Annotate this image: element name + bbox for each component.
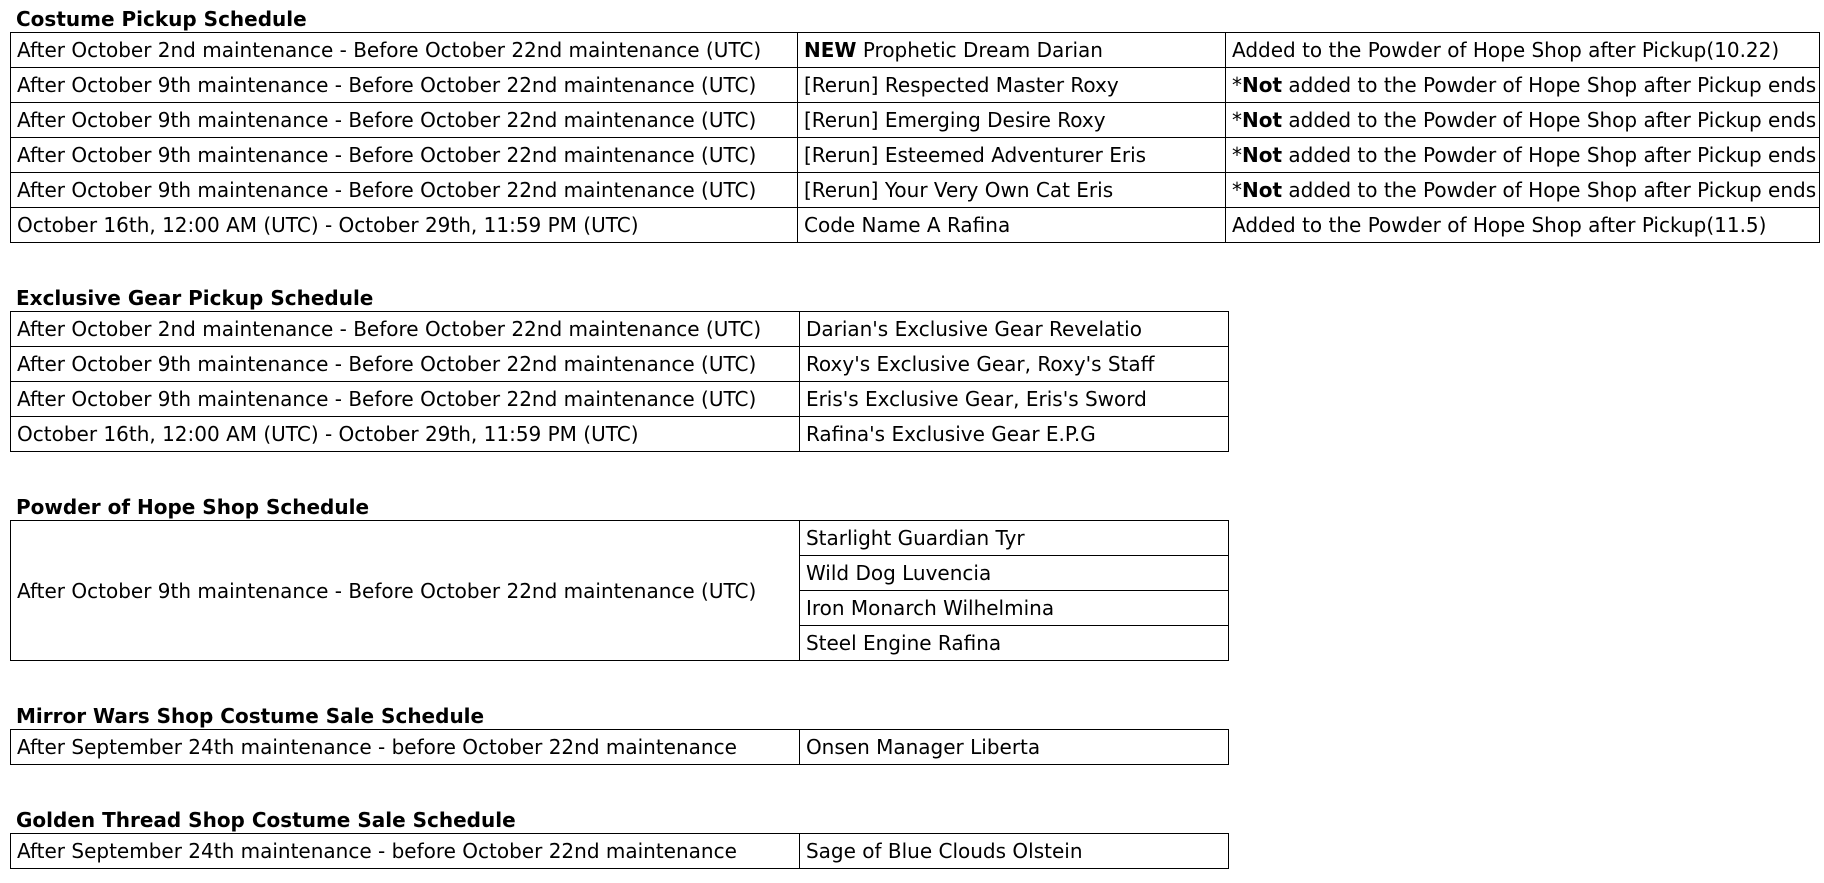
costume-cell: Code Name A Rafina — [798, 208, 1226, 243]
powder-of-hope-title: Powder of Hope Shop Schedule — [16, 495, 370, 519]
costume-pickup-title: Costume Pickup Schedule — [16, 7, 307, 31]
table-row — [11, 730, 1229, 765]
period-cell: After October 9th maintenance - Before October 22nd maintenance (UTC) — [11, 173, 798, 208]
schedule-document — [10, 6, 1815, 869]
period-cell: After October 2nd maintenance - Before October 22nd maintenance (UTC) — [11, 312, 800, 347]
costume-cell: [Rerun] Respected Master Roxy — [798, 68, 1226, 103]
table-row — [11, 208, 1820, 243]
note-cell — [1226, 33, 1820, 68]
period-cell: After October 9th maintenance - Before October 22nd maintenance (UTC) — [11, 347, 800, 382]
table-row — [11, 173, 1820, 208]
note-asterisk: * — [1232, 143, 1242, 167]
note-asterisk: * — [1232, 108, 1242, 132]
shop-item-cell: Starlight Guardian Tyr — [799, 521, 1228, 556]
powder-of-hope-table — [10, 520, 1229, 661]
period-cell: After October 9th maintenance - Before October 22nd maintenance (UTC) — [11, 138, 798, 173]
shop-item-cell: Wild Dog Luvencia — [799, 556, 1228, 591]
note-asterisk: * — [1232, 73, 1242, 97]
note-not: Not — [1242, 108, 1283, 132]
period-cell: After October 9th maintenance - Before October 22nd maintenance (UTC) — [11, 68, 798, 103]
note-not: Not — [1242, 178, 1283, 202]
shop-item-cell: Iron Monarch Wilhelmina — [799, 591, 1228, 626]
costume-cell: [Rerun] Emerging Desire Roxy — [798, 103, 1226, 138]
note-cell — [1226, 173, 1820, 208]
table-row — [11, 33, 1820, 68]
exclusive-gear-title: Exclusive Gear Pickup Schedule — [16, 286, 374, 310]
note-not: Not — [1242, 143, 1283, 167]
note-text: added to the Powder of Hope Shop after Pickup ends — [1282, 73, 1817, 97]
costume-cell: [Rerun] Esteemed Adventurer Eris — [798, 138, 1226, 173]
period-cell: After September 24th maintenance - before October 22nd maintenance — [11, 730, 800, 765]
period-cell: October 16th, 12:00 AM (UTC) - October 29th, 11:59 PM (UTC) — [11, 208, 798, 243]
table-row — [11, 417, 1229, 452]
shop-item-cell: Steel Engine Rafina — [799, 626, 1228, 661]
table-row — [11, 521, 1229, 556]
gear-cell: Eris's Exclusive Gear, Eris's Sword — [799, 382, 1228, 417]
note-asterisk: * — [1232, 178, 1242, 202]
note-text: added to the Powder of Hope Shop after Pickup ends — [1282, 178, 1817, 202]
exclusive-gear-table — [10, 311, 1229, 452]
note-not: Not — [1242, 73, 1283, 97]
costume-cell — [798, 33, 1226, 68]
gear-cell: Rafina's Exclusive Gear E.P.G — [799, 417, 1228, 452]
period-cell: October 16th, 12:00 AM (UTC) - October 29th, 11:59 PM (UTC) — [11, 417, 800, 452]
table-row — [11, 312, 1229, 347]
table-row — [11, 103, 1820, 138]
mirror-wars-title: Mirror Wars Shop Costume Sale Schedule — [16, 704, 485, 728]
golden-thread-title: Golden Thread Shop Costume Sale Schedule — [16, 808, 516, 832]
note-cell — [1226, 103, 1820, 138]
period-cell: After September 24th maintenance - before October 22nd maintenance — [11, 834, 800, 869]
costume-cell: Sage of Blue Clouds Olstein — [799, 834, 1228, 869]
note-text: added to the Powder of Hope Shop after Pickup ends — [1282, 143, 1817, 167]
costume-pickup-table — [10, 32, 1820, 243]
gear-cell: Roxy's Exclusive Gear, Roxy's Staff — [799, 347, 1228, 382]
period-cell: After October 9th maintenance - Before October 22nd maintenance (UTC) — [11, 521, 800, 661]
table-row — [11, 68, 1820, 103]
table-row — [11, 138, 1820, 173]
table-row — [11, 834, 1229, 869]
mirror-wars-table — [10, 729, 1229, 765]
costume-cell: [Rerun] Your Very Own Cat Eris — [798, 173, 1226, 208]
note-cell: Added to the Powder of Hope Shop after Pickup(11.5) — [1226, 208, 1820, 243]
golden-thread-table — [10, 833, 1229, 869]
period-cell: After October 9th maintenance - Before October 22nd maintenance (UTC) — [11, 103, 798, 138]
note-text: Added to the Powder of Hope Shop after Pickup(10.22) — [1232, 38, 1780, 62]
note-cell — [1226, 68, 1820, 103]
note-cell — [1226, 138, 1820, 173]
period-cell: After October 2nd maintenance - Before October 22nd maintenance (UTC) — [11, 33, 798, 68]
gear-cell: Darian's Exclusive Gear Revelatio — [799, 312, 1228, 347]
table-row — [11, 347, 1229, 382]
costume-name: Prophetic Dream Darian — [856, 38, 1103, 62]
period-cell: After October 9th maintenance - Before October 22nd maintenance (UTC) — [11, 382, 800, 417]
new-tag: NEW — [804, 38, 857, 62]
note-text: added to the Powder of Hope Shop after Pickup ends — [1282, 108, 1817, 132]
table-row — [11, 382, 1229, 417]
costume-cell: Onsen Manager Liberta — [799, 730, 1228, 765]
